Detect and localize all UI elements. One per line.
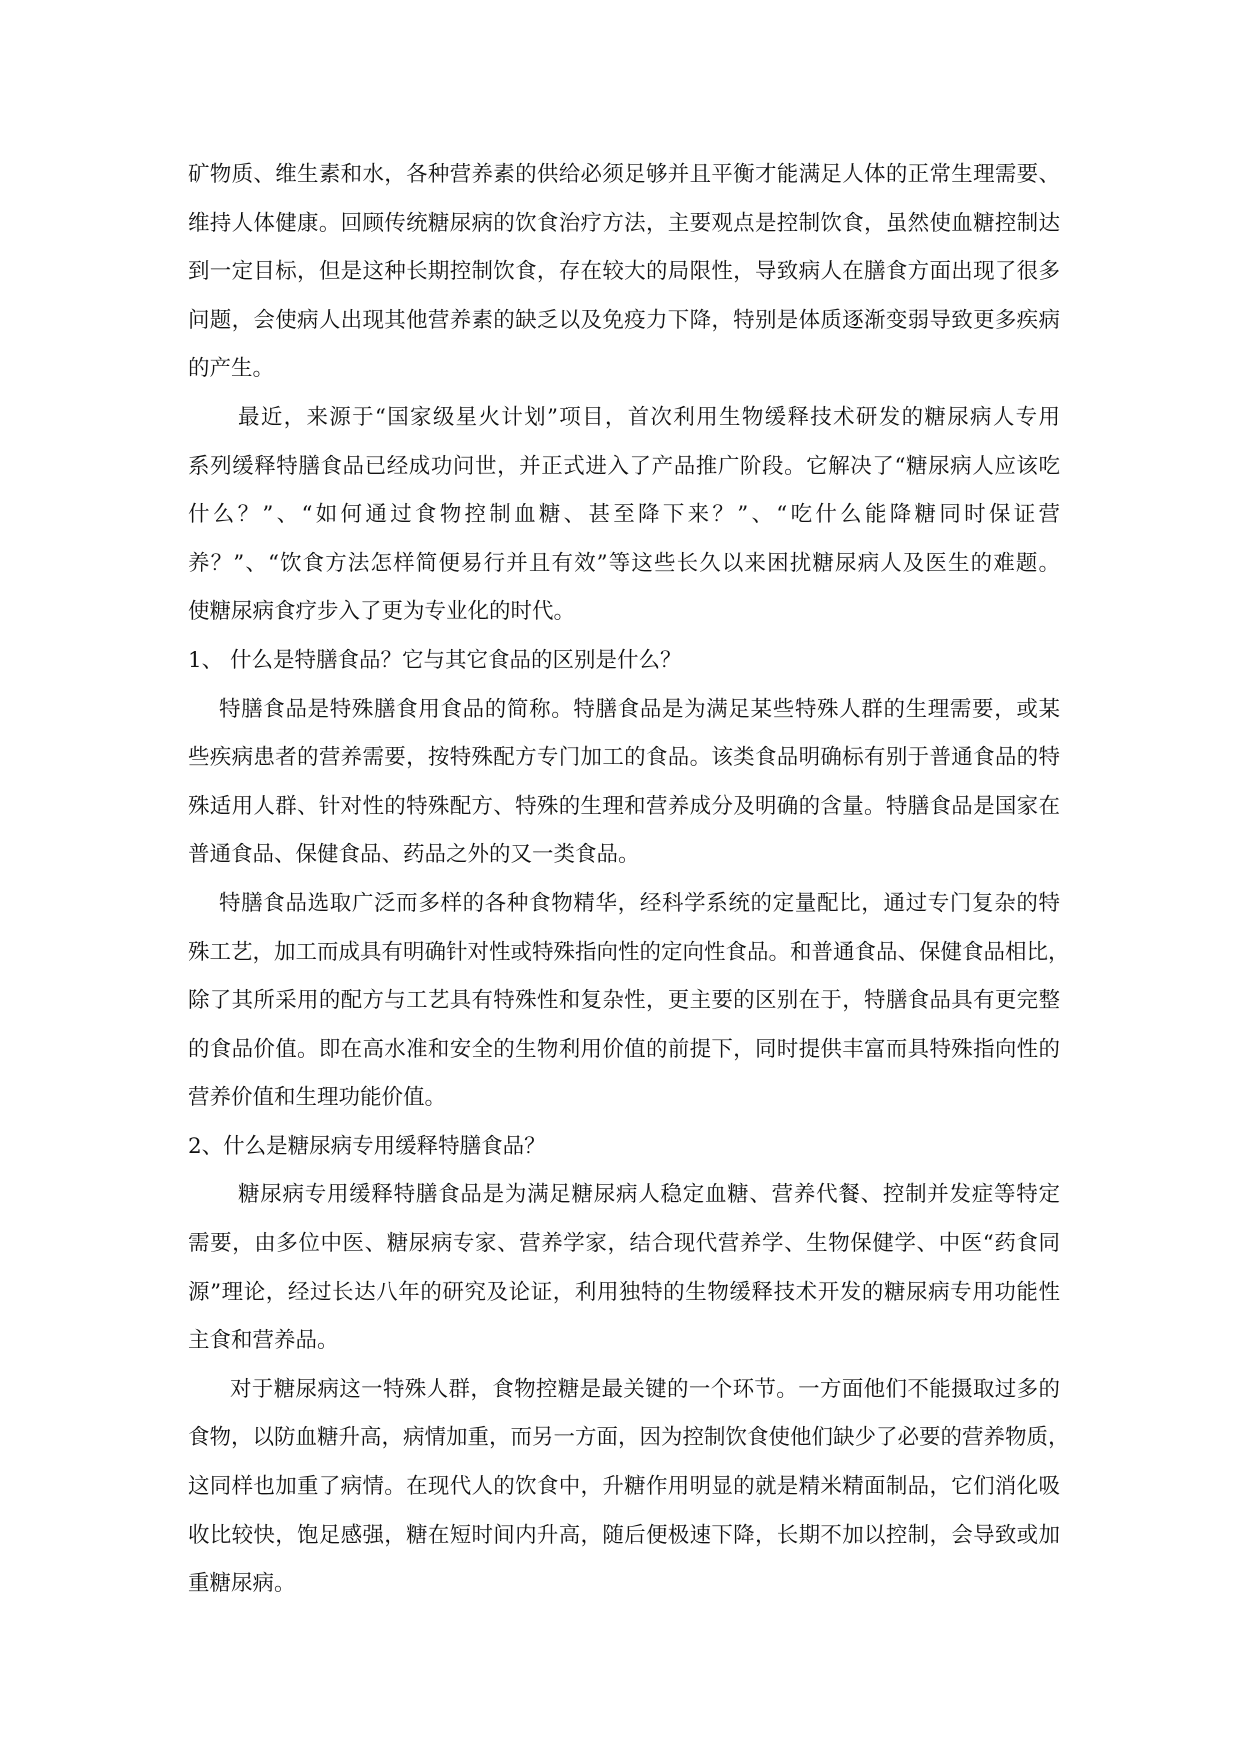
paragraph-difference — [188, 880, 1070, 1123]
text-line: 到一定目标，但是这种长期控制饮食，存在较大的局限性，导致病人在膳食方面出现了很多 — [188, 259, 1060, 285]
text-line: 问题，会使病人出现其他营养素的缺乏以及免疫力下降，特别是体质逐渐变弱导致更多疾病 — [188, 307, 1060, 333]
section-heading-2: 2、什么是糖尿病专用缓释特膳食品？ — [188, 1133, 546, 1159]
text-line: 维持人体健康。回顾传统糖尿病的饮食治疗方法，主要观点是控制饮食，虽然使血糖控制达 — [188, 210, 1060, 236]
text-line: 对于糖尿病这一特殊人群，食物控糖是最关键的一个环节。一方面他们不能摄取过多的 — [230, 1376, 1060, 1402]
text-line: 的食品价值。即在高水准和安全的生物利用价值的前提下，同时提供丰富而具特殊指向性的 — [188, 1036, 1060, 1062]
paragraph-recent-news — [188, 394, 1060, 637]
text-line: 糖尿病专用缓释特膳食品是为满足糖尿病人稳定血糖、营养代餐、控制并发症等特定 — [238, 1182, 1060, 1208]
text-line: 需要，由多位中医、糖尿病专家、营养学家，结合现代营养学、生物保健学、中医“药食同 — [188, 1231, 1060, 1257]
text-line: 殊适用人群、针对性的特殊配方、特殊的生理和营养成分及明确的含量。特膳食品是国家在 — [188, 793, 1060, 819]
text-line: 什么？”、“如何通过食物控制血糖、甚至降下来？”、“吃什么能降糖同时保证营 — [188, 502, 1060, 528]
section-heading-1: 1、 什么是特膳食品？它与其它食品的区别是什么？ — [188, 647, 682, 673]
text-line: 矿物质、维生素和水，各种营养素的供给必须足够并且平衡才能满足人体的正常生理需要、 — [188, 162, 1060, 187]
text-line: 最近，来源于“国家级星火计划”项目，首次利用生物缓释技术研发的糖尿病人专用 — [238, 404, 1060, 430]
document-body — [188, 151, 1070, 1609]
text-line: 收比较快，饱足感强，糖在短时间内升高，随后便极速下降，长期不加以控制，会导致或加 — [188, 1522, 1060, 1548]
paragraph-slow-release-food — [188, 1171, 1060, 1365]
paragraph-definition — [188, 686, 1060, 880]
text-line: 特膳食品是特殊膳食用食品的简称。特膳食品是为满足某些特殊人群的生理需要，或某 — [219, 696, 1060, 722]
text-line: 营养价值和生理功能价值。 — [188, 1085, 447, 1111]
text-line: 特膳食品选取广泛而多样的各种食物精华，经科学系统的定量配比，通过专门复杂的特 — [219, 890, 1060, 916]
text-line: 系列缓释特膳食品已经成功问世，并正式进入了产品推广阶段。它解决了“糖尿病人应该吃 — [188, 453, 1060, 479]
text-line: 养？”、“饮食方法怎样简便易行并且有效”等这些长久以来困扰糖尿病人及医生的难题。 — [188, 550, 1060, 576]
text-line: 除了其所采用的配方与工艺具有特殊性和复杂性，更主要的区别在于，特膳食品具有更完整 — [188, 988, 1060, 1014]
text-line: 源”理论，经过长达八年的研究及论证，利用独特的生物缓释技术开发的糖尿病专用功能性 — [188, 1279, 1060, 1305]
text-line: 这同样也加重了病情。在现代人的饮食中，升糖作用明显的就是精米精面制品，它们消化吸 — [188, 1474, 1060, 1500]
text-line: 普通食品、保健食品、药品之外的又一类食品。 — [188, 842, 640, 868]
paragraph-sugar-control — [188, 1366, 1070, 1609]
text-line: 些疾病患者的营养需要，按特殊配方专门加工的食品。该类食品明确标有别于普通食品的特 — [188, 745, 1060, 771]
text-line: 食物，以防血糖升高，病情加重，而另一方面，因为控制饮食使他们缺少了必要的营养物质， — [188, 1425, 1070, 1451]
text-line: 殊工艺，加工而成具有明确针对性或特殊指向性的定向性食品。和普通食品、保健食品相比， — [188, 939, 1070, 965]
text-line: 重糖尿病。 — [188, 1571, 296, 1597]
text-line: 的产生。 — [188, 356, 275, 382]
paragraph-intro-continued — [188, 151, 1060, 394]
text-line: 主食和营养品。 — [188, 1328, 339, 1354]
text-line: 使糖尿病食疗步入了更为专业化的时代。 — [188, 599, 576, 625]
